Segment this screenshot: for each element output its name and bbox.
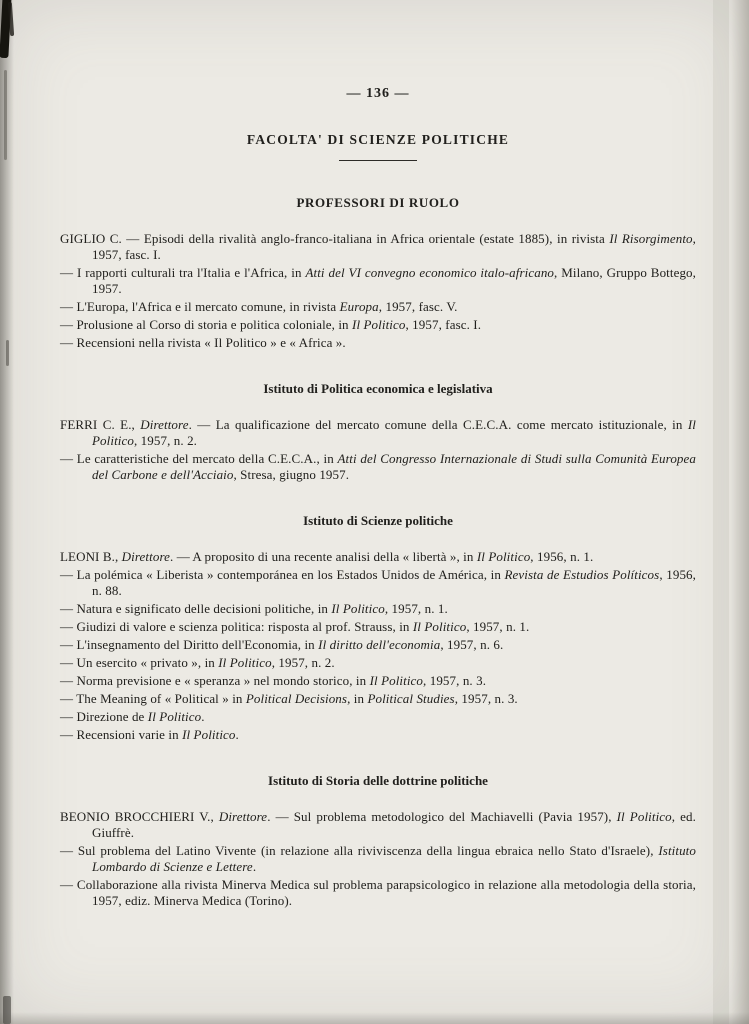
entry-text: FERRI C. E., [60,417,141,432]
entry-text: — Giudizi di valore e scienza politica: risposta al prof. Strauss, in [60,619,413,634]
entry-text: , Stresa, giugno 1957. [233,467,350,482]
entry-italic-text: Il Politico [182,727,236,742]
bibliography-entry [60,727,696,743]
entry-text: — Natura e significato delle decisioni politiche, in [60,601,332,616]
document-section [60,381,696,483]
sections-container [60,195,696,909]
bibliography-entry [60,451,696,483]
bibliography-entry [60,843,696,875]
entry-italic-text: Direttore [140,417,189,432]
bibliography-entry [60,417,696,449]
bibliography-entry [60,655,696,671]
entry-italic-text: Il Politico [331,601,385,616]
entry-text: , 1957, fasc. V. [378,299,458,314]
entry-italic-text: Direttore [121,549,170,564]
entry-text: , ed. Giuffrè. [92,809,696,840]
entry-text: — Sul problema del Latino Vivente (in relazione alla riviviscenza della lingua ebraica nello Stato d'Israele), [60,843,659,858]
section-heading: Istituto di Politica economica e legislativa [263,381,493,396]
section-heading: Istituto di Storia delle dottrine politiche [268,773,488,788]
entry-text: — Un esercito « privato », in [60,655,219,670]
document-section [60,195,696,351]
entry-italic-text: Il Politico [92,417,696,448]
entry-text: — The Meaning of « Political » in [60,691,246,706]
entry-italic-text: Il Politico [616,809,672,824]
entry-text: — Recensioni varie in [60,727,183,742]
entry-italic-text: Il diritto dell'economia [318,637,441,652]
entry-italic-text: Europa [339,299,379,314]
page-number: — 136 — [346,86,410,101]
entry-text: LEONI B., [60,549,122,564]
entry-italic-text: Istituto Lombardo di Scienze e Lettere [92,843,696,874]
bibliography-entry [60,567,696,599]
entry-text: GIGLIO C. — Episodi della rivalità anglo-franco-italiana in Africa orientale (estate 1885), in rivista [60,231,610,246]
entry-text: . — La qualificazione del mercato comune della C.E.C.A. come mercato istituzionale, in [188,417,688,432]
document-section [60,773,696,909]
entry-text: — Direzione de [60,709,148,724]
document-section [60,513,696,743]
entry-italic-text: Il Politico [412,619,467,634]
bibliography-entry [60,231,696,263]
entry-text: , 1957, n. 2. [271,655,335,670]
entry-italic-text: Il Politico [476,549,531,564]
section-heading: PROFESSORI DI RUOLO [296,195,460,210]
entry-italic-text: Revista de Estudios Políticos [504,567,660,582]
title-underline [339,160,417,161]
entry-italic-text: Political Decisions [245,691,348,706]
bibliography-entry [60,601,696,617]
entry-text: , 1957, n. 3. [423,673,487,688]
bibliography-entry [60,809,696,841]
entry-italic-text: Atti del VI convegno economico italo-africano [305,265,555,280]
bibliography-entry [60,691,696,707]
bibliography-entry [60,265,696,297]
scan-binding-mark [4,70,7,160]
entry-text: . [252,859,257,874]
entry-text: , 1956, n. 1. [530,549,594,564]
scan-right-edge-shadow [731,0,749,1024]
bibliography-entry [60,619,696,635]
entry-text: , 1957, n. 6. [440,637,504,652]
entry-text: — Le caratteristiche del mercato della C.E.C.A., in [60,451,338,466]
entry-text: . — Sul problema metodologico del Machiavelli (Pavia 1957), [267,809,617,824]
entry-text: — I rapporti culturali tra l'Italia e l'Africa, in [60,265,306,280]
entry-text: — L'insegnamento del Diritto dell'Economia, in [60,637,319,652]
entry-italic-text: Il Risorgimento [609,231,693,246]
page-title: FACOLTA' DI SCIENZE POLITICHE [246,132,510,147]
bibliography-entry [60,637,696,653]
bibliography-entry [60,317,696,333]
entry-italic-text: Direttore [218,809,268,824]
entry-text: , 1957, n. 1. [466,619,530,634]
scan-left-edge-shadow [0,0,14,1024]
entry-text: , 1957, fasc. I. [405,317,482,332]
bibliography-entry [60,673,696,689]
entry-text: . — A proposito di una recente analisi della « libertà », in [170,549,477,564]
entry-italic-text: Il Politico [218,655,272,670]
section-heading: Istituto di Scienze politiche [303,513,453,528]
bibliography-entry [60,299,696,315]
entry-italic-text: Political Studies [367,691,455,706]
entry-text: BEONIO BROCCHIERI V., [60,809,219,824]
page-content [60,0,696,911]
entry-text: , 1957, n. 3. [454,691,518,706]
bibliography-entry [60,709,696,725]
entry-text: — L'Europa, l'Africa e il mercato comune, in rivista [60,299,340,314]
entry-text: — Collaborazione alla rivista Minerva Medica sul problema parapsicologico in relazione alla metodologia della storia, 1957, ediz. Minerva Medica (Torino). [60,877,696,908]
entry-italic-text: Il Politico [147,709,202,724]
entry-text: , Milano, Gruppo Bottego, 1957. [92,265,697,296]
entry-text: , in [347,691,368,706]
entry-italic-text: Atti del Congresso Internazionale di Studi sulla Comunità Europea del Carbone e dell'Acciaio [92,451,696,482]
entry-italic-text: Il Politico [352,317,406,332]
scan-speck [6,340,9,366]
entry-italic-text: Il Politico [369,673,424,688]
scan-right-band [713,0,729,1024]
entry-text: . [201,709,205,724]
entry-text: , 1957, n. 1. [384,601,448,616]
entry-text: — Recensioni nella rivista « Il Politico » e « Africa ». [60,335,346,350]
bibliography-entry [60,335,696,351]
entry-text: — Prolusione al Corso di storia e politica coloniale, in [60,317,353,332]
entry-text: . [235,727,239,742]
entry-text: , 1956, n. 88. [92,567,696,598]
entry-text: , 1957, n. 2. [133,433,198,448]
scan-bottom-edge-shadow [0,1012,749,1024]
entry-text: — Norma previsione e « speranza » nel mondo storico, in [60,673,370,688]
bibliography-entry [60,877,696,909]
entry-text: , 1957, fasc. I. [92,231,696,262]
bibliography-entry [60,549,696,565]
entry-text: — La polémica « Liberista » contemporánea en los Estados Unidos de América, in [60,567,505,582]
